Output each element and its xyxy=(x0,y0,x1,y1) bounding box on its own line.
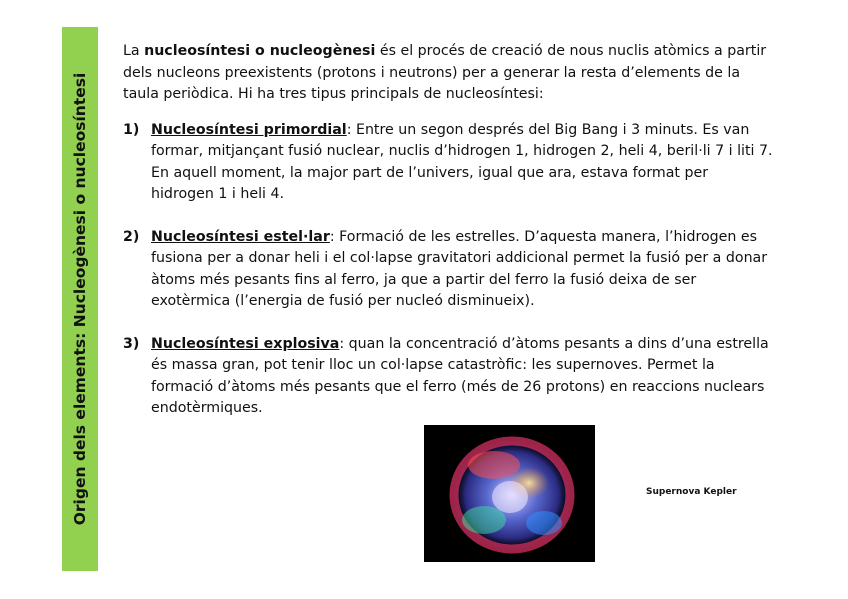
item-number: 1) xyxy=(123,121,140,138)
intro-lead: La xyxy=(123,43,145,59)
supernova-image xyxy=(424,425,595,562)
section-title: Origen dels elements: Nucleogènesi o nucleosíntesi xyxy=(71,72,89,526)
item-term: Nucleosíntesi explosiva xyxy=(151,335,340,352)
intro-paragraph xyxy=(123,41,773,106)
item-number: 2) xyxy=(123,228,140,245)
list-item-stellar xyxy=(123,227,773,313)
image-caption: Supernova Kepler xyxy=(646,487,737,497)
item-text: : Entre un segon després del Big Bang i 3 minuts. Es van formar, mitjançant fusió nuclear, nuclis d’hidrogen 1, hidrogen 2, heli 4, beril·li 7 i liti 7. En aquell moment, la major part de l’univers, igual que ara, estava format per hidrogen 1 i heli 4. xyxy=(151,121,773,202)
item-text: : quan la concentració d’àtoms pesants a dins d’una estrella és massa gran, pot tenir lloc un col·lapse catastròfic: les supernoves. Permet la formació d’àtoms més pesants que el ferro (més de 26 protons) en reaccions nuclears endotèrmiques. xyxy=(151,335,769,416)
intro-term: nucleosíntesi o nucleogènesi xyxy=(144,43,376,59)
main-content xyxy=(123,41,773,441)
list-item-primordial xyxy=(123,120,773,206)
list-item-explosive xyxy=(123,334,773,420)
section-sidebar xyxy=(62,27,98,571)
item-number: 3) xyxy=(123,335,140,352)
item-term: Nucleosíntesi primordial xyxy=(151,121,347,138)
item-text: : Formació de les estrelles. D’aquesta manera, l’hidrogen es fusiona per a donar heli i el col·lapse gravitatori addicional permet la fusió per a donar àtoms més pesants fins al ferro, ja que a partir del ferro la fusió deixa de ser exotèrmica (l’energia de fusió per nucleó disminueix). xyxy=(151,228,768,309)
item-term: Nucleosíntesi estel·lar xyxy=(151,228,330,245)
intro-rest: és el procés de creació de nous nuclis atòmics a partir dels nucleons preexistents (protons i neutrons) per a generar la resta d’elements de la taula periòdica. Hi ha tres tipus principals de nucleosíntesi: xyxy=(123,43,767,102)
